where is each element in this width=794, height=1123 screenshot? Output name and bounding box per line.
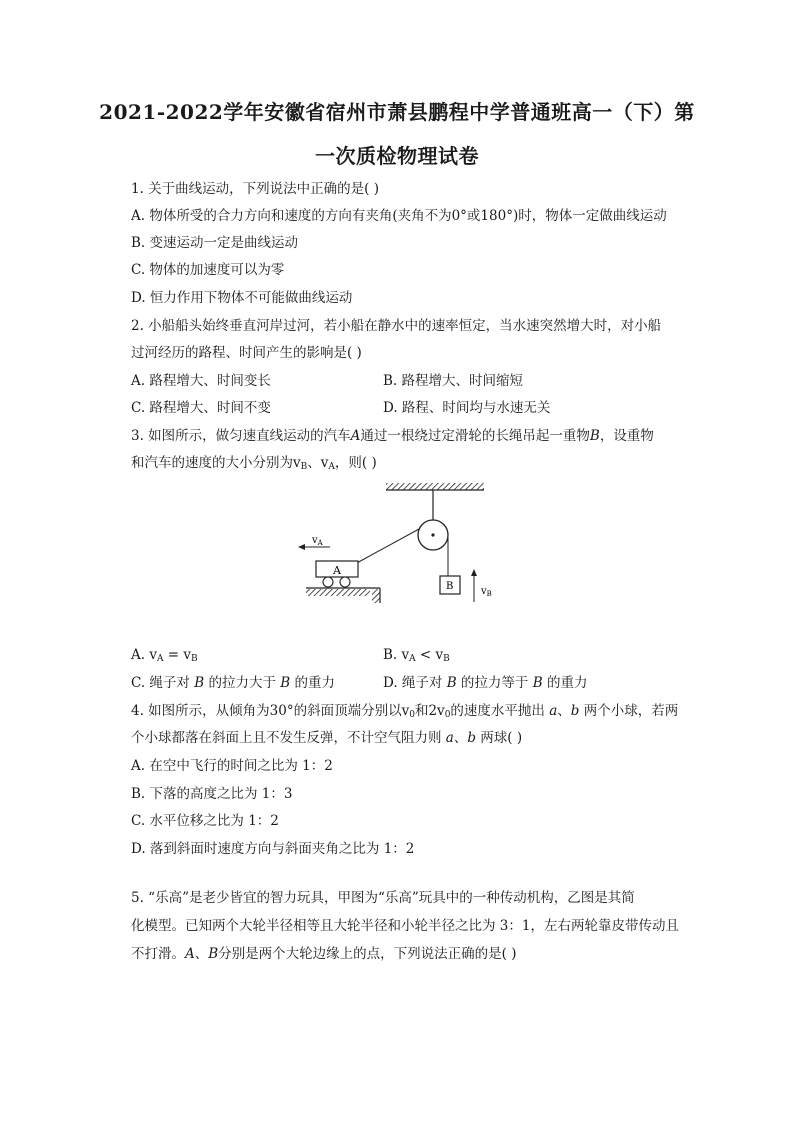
vb-arrow-head <box>471 569 477 576</box>
q2-stem-line-1: 2. 小船船头始终垂直河岸过河，若小船在静水中的速率恒定，当水速突然增大时，对小船 <box>131 318 662 334</box>
rope-to-car <box>355 529 419 564</box>
q3-option-b: B. $v_A < v_B$ <box>383 647 450 664</box>
va-label: $v_A$ <box>312 535 323 547</box>
q3-option-a: A. $v_A = v_B$ <box>131 647 198 664</box>
pulley-axle <box>431 533 434 536</box>
ground-hatch <box>306 589 370 596</box>
q3-stem-line-1: 3. 如图所示，做匀速直线运动的汽车A通过一根绕过定滑轮的长绳吊起一重物B，设重物 <box>131 428 654 444</box>
va-arrow-head <box>298 544 305 550</box>
q1-option-c: C. 物体的加速度可以为零 <box>131 262 285 278</box>
q2-option-a: A. 路程增大、时间变长 <box>131 373 271 389</box>
vb-label: $v_B$ <box>481 586 492 598</box>
exam-title-line-2: 一次质检物理试卷 <box>315 144 479 168</box>
q2-option-c: C. 路程增大、时间不变 <box>131 400 271 416</box>
q3-option-c: C. 绳子对 B 的拉力大于 B 的重力 <box>131 675 335 691</box>
q2-stem-line-2: 过河经历的路程、时间产生的影响是( ) <box>131 345 362 361</box>
q4-option-c: C. 水平位移之比为 1：2 <box>131 813 279 829</box>
ground-edge-hatch <box>372 589 380 603</box>
car-wheel-right <box>340 577 350 587</box>
q4-option-d: D. 落到斜面时速度方向与斜面夹角之比为 1：2 <box>131 841 415 857</box>
q5-stem-line-3: 不打滑。A、B分别是两个大轮边缘上的点，下列说法正确的是( ) <box>131 946 517 962</box>
q1-option-d: D. 恒力作用下物体不可能做曲线运动 <box>131 290 353 306</box>
q5-stem-line-2: 化模型。已知两个大轮半径相等且大轮半径和小轮半径之比为 3：1，左右两轮靠皮带传动且 <box>131 918 679 934</box>
q4-option-a: A. 在空中飞行的时间之比为 1：2 <box>131 758 333 774</box>
q3-option-d: D. 绳子对 B 的拉力等于 B 的重力 <box>383 675 588 691</box>
car-label: A <box>333 564 341 577</box>
exam-title-line-1: 2021-2022学年安徽省宿州市萧县鹏程中学普通班高一（下）第 <box>99 100 695 124</box>
q4-stem-line-1: 4. 如图所示，从倾角为30°的斜面顶端分别以$v_0$和$2v_0$的速度水平抛出 a、b 两个小球，若两 <box>131 703 679 720</box>
q1-option-a: A. 物体所受的合力方向和速度的方向有夹角(夹角不为0°或180°)时，物体一定做曲线运动 <box>131 208 667 224</box>
car-wheel-left <box>323 577 333 587</box>
block-label: B <box>446 581 454 592</box>
q3-pulley-diagram <box>290 478 500 608</box>
q3-stem-line-2: 和汽车的速度的大小分别为$v_B$、$v_A$，则( ) <box>131 455 377 472</box>
q2-option-d: D. 路程、时间均与水速无关 <box>383 400 551 416</box>
q1-stem: 1. 关于曲线运动，下列说法中正确的是( ) <box>131 181 379 197</box>
q4-option-b: B. 下落的高度之比为 1：3 <box>131 786 293 802</box>
q2-option-b: B. 路程增大、时间缩短 <box>383 373 524 389</box>
q4-stem-line-2: 个小球都落在斜面上且不发生反弹，不计空气阻力则 a、b 两球( ) <box>131 730 523 746</box>
ceiling-hatch <box>386 483 484 490</box>
q5-stem-line-1: 5. “乐高”是老少皆宜的智力玩具，甲图为“乐高”玩具中的一种传动机构，乙图是其简 <box>131 890 635 906</box>
q1-option-b: B. 变速运动一定是曲线运动 <box>131 235 299 251</box>
